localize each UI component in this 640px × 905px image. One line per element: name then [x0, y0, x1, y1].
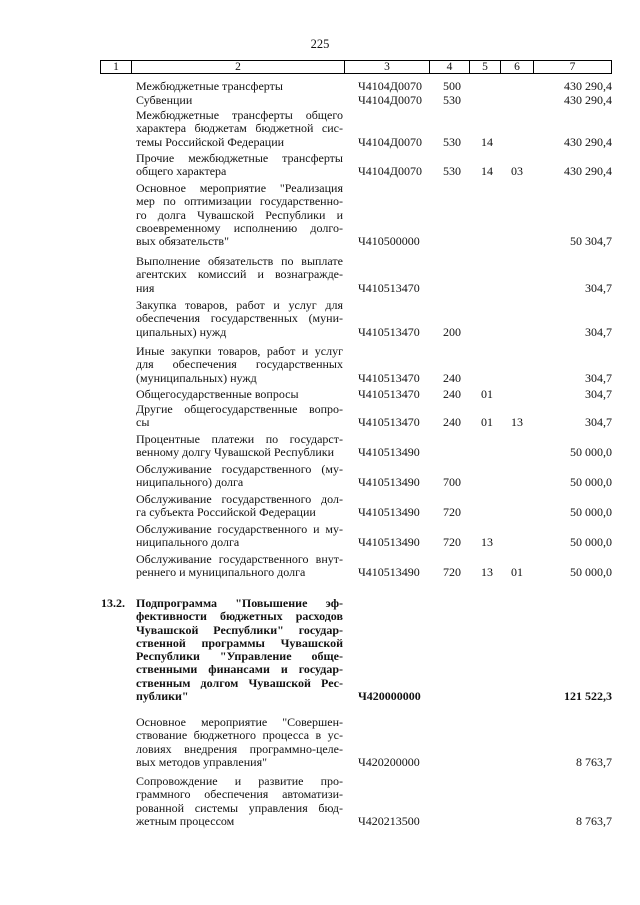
amount-value: 8 763,7: [576, 813, 612, 828]
description-line: Общегосударственные вопросы: [136, 387, 299, 401]
description-line: ственным долгом Чувашской Рес-: [136, 675, 343, 690]
description-line: ния: [136, 280, 155, 295]
table-row: [0, 775, 640, 828]
table-row: [0, 345, 640, 385]
target-code: Ч410513490: [358, 505, 420, 520]
expense-type: 720: [443, 565, 461, 580]
amount-value: 50 304,7: [570, 234, 612, 249]
expense-type: 500: [443, 79, 461, 93]
description-line: го долга Чувашской Республики и: [136, 207, 343, 222]
target-code: Ч410513490: [358, 565, 420, 580]
table-row: [0, 299, 640, 339]
table-row: [0, 388, 640, 401]
description-line: ловиях внедрения программно-целе-: [136, 741, 343, 756]
description-line: венному долгу Чувашской Республики: [136, 445, 335, 460]
row-description: [136, 345, 343, 385]
expense-type: 200: [443, 324, 461, 339]
section-code: 13: [481, 565, 493, 580]
expense-type: 240: [443, 387, 461, 401]
page-number: 225: [310, 37, 330, 51]
target-code: Ч410513470: [358, 370, 420, 385]
target-code: Ч410513470: [358, 387, 420, 401]
description-line: Чувашской Республики" государ-: [136, 622, 343, 637]
table-row: [0, 433, 640, 460]
amount-value: 304,7: [585, 280, 612, 295]
header-col-6: 6: [514, 61, 520, 73]
target-code: Ч410513490: [358, 475, 420, 490]
description-line: агентских комиссий и вознагражде-: [136, 267, 343, 282]
description-line: жетным процессом: [136, 813, 235, 828]
description-line: общего характера: [136, 164, 227, 179]
amount-value: 304,7: [585, 324, 612, 339]
description-line: Прочие межбюджетные трансферты: [136, 151, 343, 165]
section-code: 13: [481, 535, 493, 550]
description-line: Процентные платежи по государст-: [136, 432, 343, 446]
amount-value: 430 290,4: [564, 79, 612, 93]
description-line: вых методов управления": [136, 754, 267, 769]
description-line: сы: [136, 415, 150, 430]
description-line: Выполнение обязательств по выплате: [136, 254, 343, 268]
target-code: Ч410513490: [358, 445, 420, 460]
table-row: [0, 255, 640, 295]
row-description: [136, 152, 343, 179]
target-code: Ч420000000: [358, 689, 421, 704]
target-code: Ч420213500: [358, 813, 420, 828]
expense-type: 720: [443, 505, 461, 520]
target-code: Ч4104Д0070: [358, 93, 422, 107]
description-line: вых обязательств": [136, 234, 229, 249]
amount-value: 50 000,0: [570, 505, 612, 520]
subsection-code: 13: [511, 415, 523, 430]
amount-value: 8 763,7: [576, 754, 612, 769]
expense-type: 530: [443, 134, 461, 149]
expense-type: 720: [443, 535, 461, 550]
target-code: Ч4104Д0070: [358, 79, 422, 93]
amount-value: 121 522,3: [564, 689, 612, 704]
section-code: 01: [481, 415, 493, 430]
row-description: [136, 463, 343, 490]
description-line: мер по оптимизации государственно-: [136, 194, 343, 209]
expense-type: 240: [443, 370, 461, 385]
row-description: [136, 80, 343, 93]
table-row: [0, 523, 640, 550]
description-line: Обслуживание государственного внут-: [136, 552, 343, 566]
description-line: Межбюджетные трансферты общего: [136, 108, 343, 122]
expense-type: 700: [443, 475, 461, 490]
target-code: Ч420200000: [358, 754, 420, 769]
table-row: [0, 152, 640, 179]
description-line: Основное мероприятие "Реализация: [136, 181, 343, 195]
description-line: реннего и муниципального долга: [136, 565, 306, 580]
description-line: ниципального долга: [136, 535, 240, 550]
amount-value: 304,7: [585, 370, 612, 385]
description-line: граммного обеспечения автоматизи-: [136, 787, 343, 802]
target-code: Ч410513470: [358, 280, 420, 295]
amount-value: 50 000,0: [570, 535, 612, 550]
description-line: своевременному исполнению долго-: [136, 220, 343, 235]
description-line: га субъекта Российской Федерации: [136, 505, 316, 520]
description-line: темы Российской Федерации: [136, 134, 285, 149]
section-code: 14: [481, 164, 493, 179]
amount-value: 430 290,4: [564, 134, 612, 149]
description-line: ципальных) нужд: [136, 324, 227, 339]
target-code: Ч410513490: [358, 535, 420, 550]
description-line: рованной системы управления бюд-: [136, 800, 343, 815]
amount-value: 304,7: [585, 387, 612, 401]
description-line: характера бюджетам бюджетной сис-: [136, 121, 343, 136]
table-header: [100, 60, 612, 74]
row-description: [136, 433, 343, 460]
description-line: Республики "Управление обще-: [136, 649, 343, 664]
amount-value: 50 000,0: [570, 565, 612, 580]
expense-type: 240: [443, 415, 461, 430]
table-row: [0, 80, 640, 93]
table-row: [0, 493, 640, 520]
row-description: [136, 299, 343, 339]
amount-value: 430 290,4: [564, 164, 612, 179]
row-description: [136, 775, 343, 828]
table-row: [0, 716, 640, 769]
section-code: 14: [481, 134, 493, 149]
target-code: Ч410500000: [358, 234, 420, 249]
description-line: фективности бюджетных расходов: [136, 609, 343, 624]
header-col-1: 1: [113, 61, 119, 73]
description-line: Обслуживание государственного (му-: [136, 462, 343, 476]
row-description: [136, 109, 343, 149]
table-row: [0, 597, 640, 703]
description-line: (муниципальных) нужд: [136, 370, 257, 385]
description-line: ственной программы Чувашской: [136, 635, 343, 650]
description-line: Сопровождение и развитие про-: [136, 774, 343, 788]
header-col-3: 3: [384, 61, 390, 73]
header-col-4: 4: [446, 61, 453, 73]
table-row: [0, 463, 640, 490]
amount-value: 304,7: [585, 415, 612, 430]
header-col-5: 5: [482, 61, 488, 73]
description-line: Межбюджетные трансферты: [136, 79, 283, 93]
row-description: [136, 94, 343, 107]
header-col-2: 2: [235, 61, 241, 73]
description-line: Основное мероприятие "Совершен-: [136, 715, 343, 729]
expense-type: 530: [443, 164, 461, 179]
description-line: ствование бюджетного процесса в ус-: [136, 728, 343, 743]
subsection-code: 01: [511, 565, 523, 580]
description-line: Обслуживание государственного дол-: [136, 492, 343, 506]
target-code: Ч410513470: [358, 324, 420, 339]
description-line: для обеспечения государственных: [136, 357, 343, 372]
section-number: 13.2.: [101, 596, 125, 610]
target-code: Ч410513470: [358, 415, 420, 430]
amount-value: 50 000,0: [570, 475, 612, 490]
description-line: Иные закупки товаров, работ и услуг: [136, 344, 343, 358]
description-line: ниципального) долга: [136, 475, 244, 490]
table-row: [0, 109, 640, 149]
row-description: [136, 553, 343, 580]
row-description: [136, 523, 343, 550]
row-description: [136, 493, 343, 520]
description-line: обеспечения государственных (муни-: [136, 311, 343, 326]
description-line: Обслуживание государственного и му-: [136, 522, 343, 536]
table-row: [0, 403, 640, 430]
description-line: Закупка товаров, работ и услуг для: [136, 298, 343, 312]
target-code: Ч4104Д0070: [358, 134, 422, 149]
subsection-code: 03: [511, 164, 523, 179]
row-description: [136, 388, 343, 401]
description-line: публики": [136, 689, 189, 704]
description-line: ственными финансами и государ-: [136, 662, 343, 677]
amount-value: 430 290,4: [564, 93, 612, 107]
description-line: Субвенции: [136, 93, 193, 107]
target-code: Ч4104Д0070: [358, 164, 422, 179]
expense-type: 530: [443, 93, 461, 107]
row-description: [136, 255, 343, 295]
row-description: [136, 716, 343, 769]
table-row: [0, 182, 640, 249]
row-description: [136, 182, 343, 248]
row-description: [136, 403, 343, 430]
table-row: [0, 94, 640, 107]
description-line: Подпрограмма "Повышение эф-: [136, 596, 343, 610]
section-code: 01: [481, 387, 493, 401]
table-row: [0, 553, 640, 580]
amount-value: 50 000,0: [570, 445, 612, 460]
header-col-7: 7: [569, 61, 576, 73]
row-description: [136, 597, 343, 703]
description-line: Другие общегосударственные вопро-: [136, 402, 343, 416]
